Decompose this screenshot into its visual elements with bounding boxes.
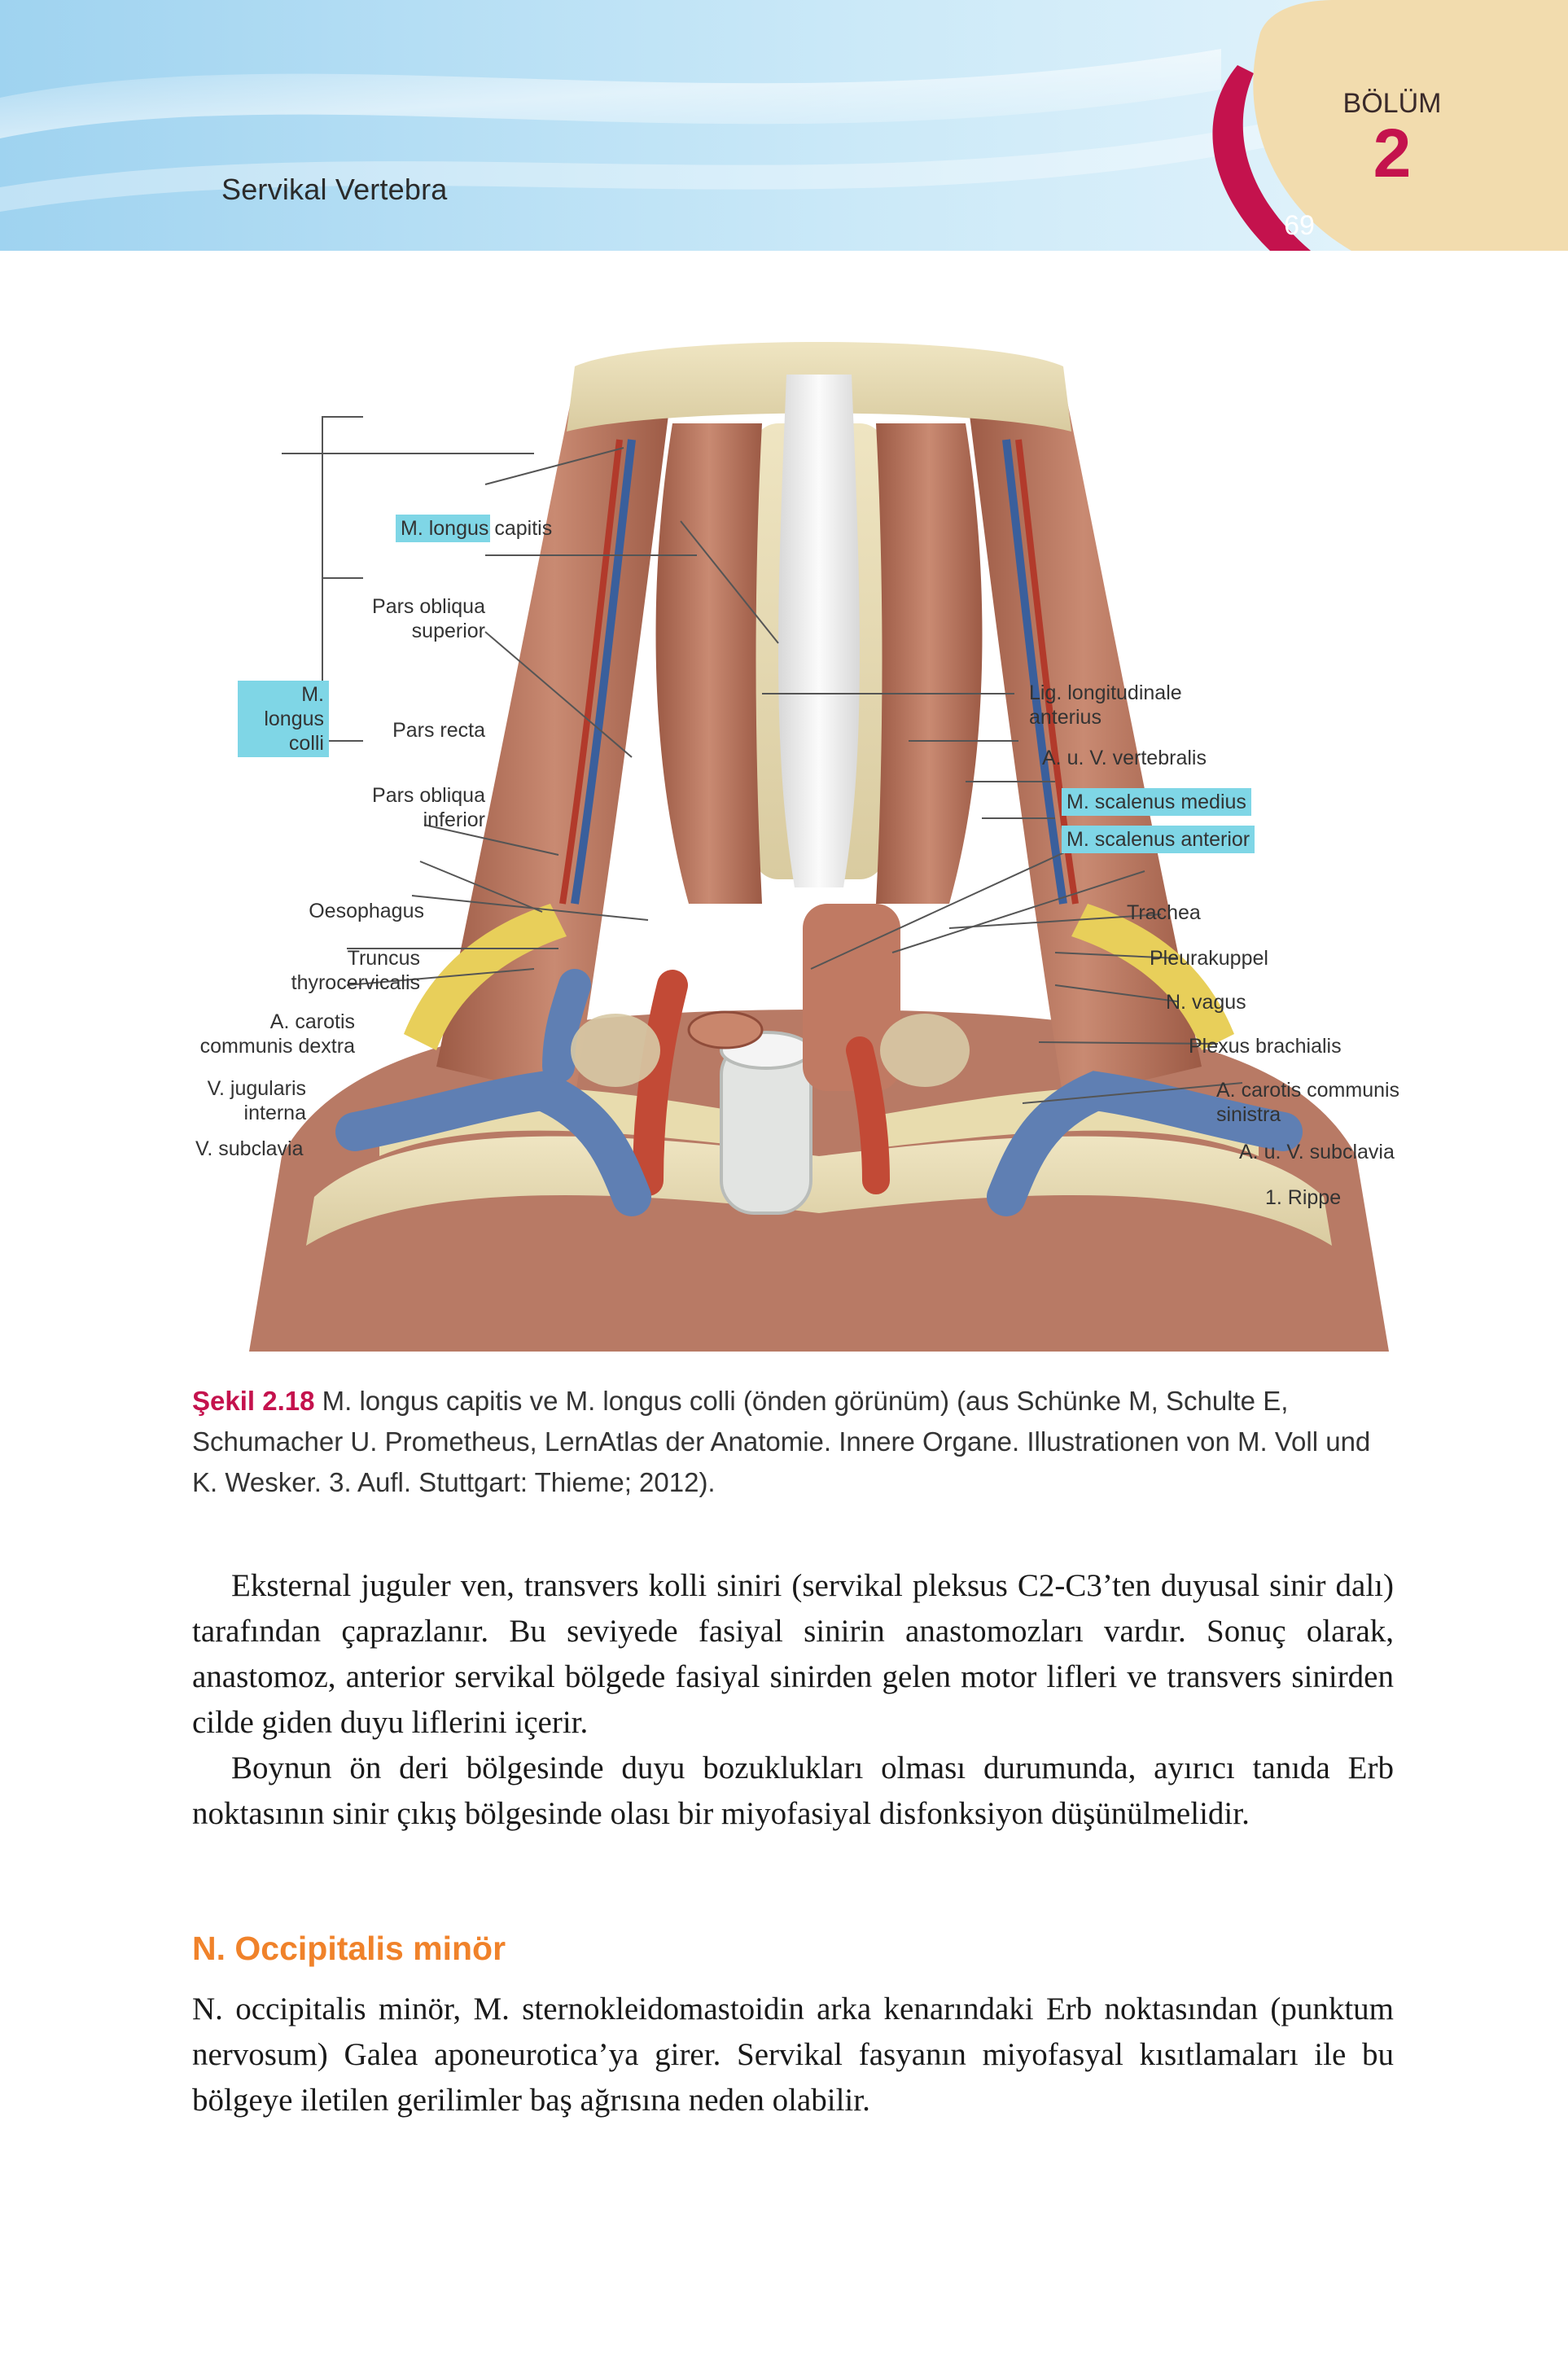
label-carotis-sinistra: A. carotis communis sinistra [1216, 1079, 1400, 1126]
label-1-rippe: 1. Rippe [1265, 1186, 1342, 1209]
label-pleurakuppel: Pleurakuppel [1150, 947, 1268, 970]
label-pars-obliqua-superior: Pars obliqua superior [372, 595, 485, 642]
label-jugularis-interna: V. jugularis interna [207, 1077, 306, 1124]
page-header [0, 0, 1568, 251]
section-heading: N. Occipitalis minör [192, 1930, 506, 1967]
label-carotis-dextra: A. carotis communis dextra [199, 1010, 355, 1058]
body-paragraph-2: Boynun ön deri bölgesinde duyu bozuklukları olması durumunda, ayırıcı tanıda Erb noktasının sinir çıkış bölgesinde olası bir miyofasiyal disfonksiyon düşünülmelidir. [192, 1750, 1394, 1831]
neck-illustration [192, 334, 1446, 1360]
label-plexus-brachialis: Plexus brachialis [1189, 1035, 1342, 1058]
label-v-subclavia: V. subclavia [195, 1137, 304, 1160]
label-vertebralis: A. u. V. vertebralis [1042, 747, 1207, 769]
label-n-vagus: N. vagus [1166, 991, 1246, 1014]
label-trachea: Trachea [1127, 901, 1201, 924]
caption-label: Şekil 2.18 [192, 1386, 315, 1416]
label-longus-capitis: M. longus capitis [396, 515, 490, 542]
anatomy-figure [192, 334, 1446, 1360]
page-number: 69 [1284, 210, 1315, 241]
running-title: Servikal Vertebra [221, 173, 448, 206]
label-longus-colli: M. longus colli [238, 681, 329, 757]
header-background [0, 0, 1568, 251]
chapter-number: 2 [1373, 115, 1412, 191]
body-paragraph-1: Eksternal juguler ven, transvers kolli siniri (servikal pleksus C2-C3’ten duyusal sinir dalı) tarafından çaprazlanır. Bu seviyede fasiyal sinirin anastomozları vardır. Sonuç olarak, anastomoz, anterior servikal bölgede fasiyal sinirden gelen motor lifleri ve transvers sinirden cilde giden duyu liflerini içerir. [192, 1568, 1394, 1740]
label-scalenus-medius: M. scalenus medius [1062, 788, 1251, 816]
label-a-v-subclavia: A. u. V. subclavia [1239, 1141, 1395, 1163]
figure-caption [192, 1381, 1394, 1503]
body-paragraph-3: N. occipitalis minör, M. sternokleidomastoidin arka kenarındaki Erb noktasından (punktum nervosum) Galea aponeurotica’ya girer. Servikal fasyanın miyofasyal kısıtlamaları ile bu bölgeye iletilen gerilimler baş ağrısına neden olabilir. [192, 1991, 1394, 2118]
caption-text: M. longus capitis ve M. longus colli (önden görünüm) (aus Schünke M, Schulte E, Schumacher U. Prometheus, LernAtlas der Anatomie. Innere Organe. Illustrationen von M. Voll und K. Wesker. 3. Aufl. Stuttgart: Thieme; 2012). [192, 1386, 1371, 1497]
label-pars-recta: Pars recta [392, 719, 485, 742]
label-scalenus-anterior: M. scalenus anterior [1062, 826, 1255, 853]
label-truncus-thyrocervicalis: Truncus thyrocervicalis [291, 947, 420, 994]
label-oesophagus: Oesophagus [309, 900, 424, 922]
label-lig-longitudinale: Lig. longitudinale anterius [1029, 681, 1182, 729]
label-pars-obliqua-inferior: Pars obliqua inferior [372, 784, 485, 831]
chapter-word: BÖLÜM [1342, 88, 1442, 119]
